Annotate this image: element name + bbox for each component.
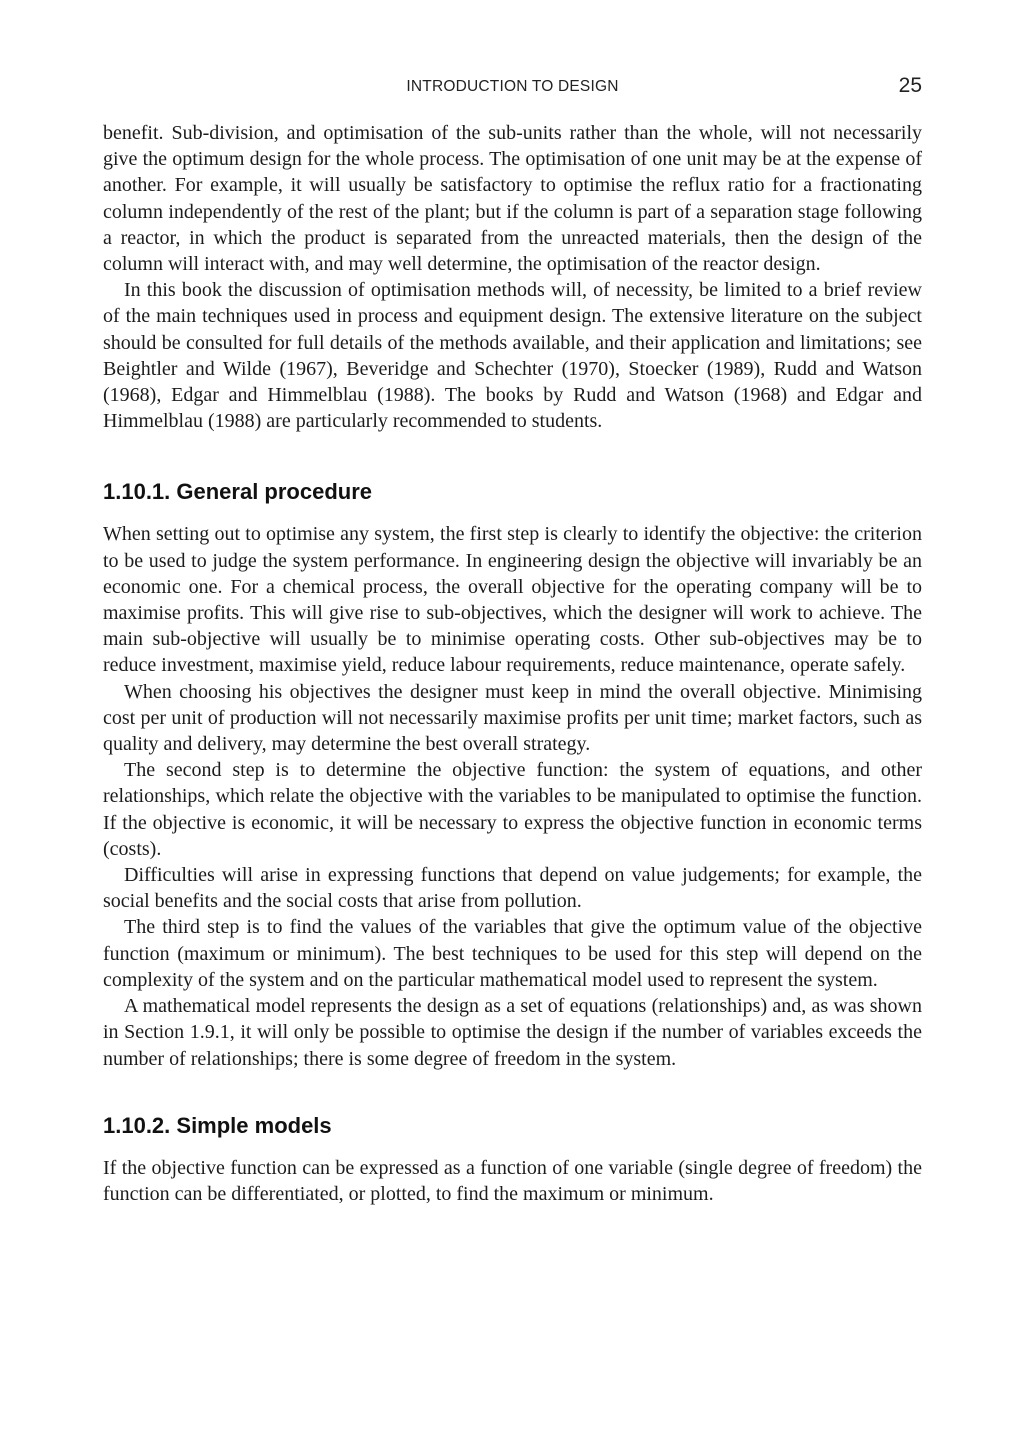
running-header	[103, 74, 922, 104]
paragraph: When choosing his objectives the designer must keep in mind the overall objective. Minimising cost per unit of production will not necessarily maximise profits per unit time; market factors, such as quality and delivery, may determine the best overall strategy.	[103, 680, 922, 756]
paragraph: A mathematical model represents the design as a set of equations (relationships) and, as was shown in Section 1.9.1, it will only be possible to optimise the design if the number of variables exceeds the number of relationships; there is some degree of freedom in the system.	[103, 995, 922, 1070]
paragraph: In this book the discussion of optimisation methods will, of necessity, be limited to a brief review of the main techniques used in process and equipment design. The extensive literature on the subject should be consulted for full details of the methods available, and their application and limitations; see Beightler and Wilde (1967), Beveridge and Schechter (1970), Stoecker (1989), Rudd and Watson (1968), Edgar and Himmelblau (1988). The books by Rudd and Watson (1968) and Edgar and Himmelblau (1988) are particularly recommended to students.	[103, 279, 922, 433]
paragraph: The second step is to determine the objective function: the system of equations, and other relationships, which relate the objective with the variables to be manipulated to optimise the function. If the objective is economic, it will be necessary to express the objective function in economic terms (costs).	[103, 759, 922, 860]
paragraph: When setting out to optimise any system, the first step is clearly to identify the objective: the criterion to be used to judge the system performance. In engineering design the objective will invariably be an economic one. For a chemical process, the overall objective for the operating company will be to maximise profits. This will give rise to sub-objectives, which the designer will work to achieve. The main sub-objective will usually be to minimise operating costs. Other sub-objectives may be to reduce investment, maximise yield, reduce labour requirements, reduce maintenance, operate safely.	[103, 523, 922, 677]
paragraph: If the objective function can be expressed as a function of one variable (single degree of freedom) the function can be differentiated, or plotted, to find the maximum or minimum.	[103, 1156, 922, 1205]
section-heading-general-procedure: 1.10.1. General procedure	[103, 479, 373, 505]
section-body-simple-models	[103, 1155, 922, 1207]
book-page	[103, 74, 922, 1207]
running-title: INTRODUCTION TO DESIGN	[406, 78, 619, 95]
paragraph: Difficulties will arise in expressing functions that depend on value judgements; for example, the social benefits and the social costs that arise from pollution.	[103, 864, 922, 913]
intro-text	[103, 120, 922, 434]
paragraph-continuation: benefit. Sub-division, and optimisation of the sub-units rather than the whole, will not necessarily give the optimum design for the whole process. The optimisation of one unit may be at the expense of another. For example, it will usually be satisfactory to optimise the reflux ratio for a fractionating column independently of the rest of the plant; but if the column is part of a separation stage following a reactor, in which the product is separated from the unreacted materials, then the design of the column will interact with, and may well determine, the optimisation of the reactor design.	[103, 122, 922, 276]
section-body-general-procedure	[103, 521, 922, 1071]
section-heading-simple-models: 1.10.2. Simple models	[103, 1112, 332, 1138]
paragraph: The third step is to find the values of the variables that give the optimum value of the objective function (maximum or minimum). The best techniques to be used for this step will depend on the complexity of the system and on the particular mathematical model used to represent the system.	[103, 916, 922, 991]
page-number: 25	[898, 74, 922, 97]
